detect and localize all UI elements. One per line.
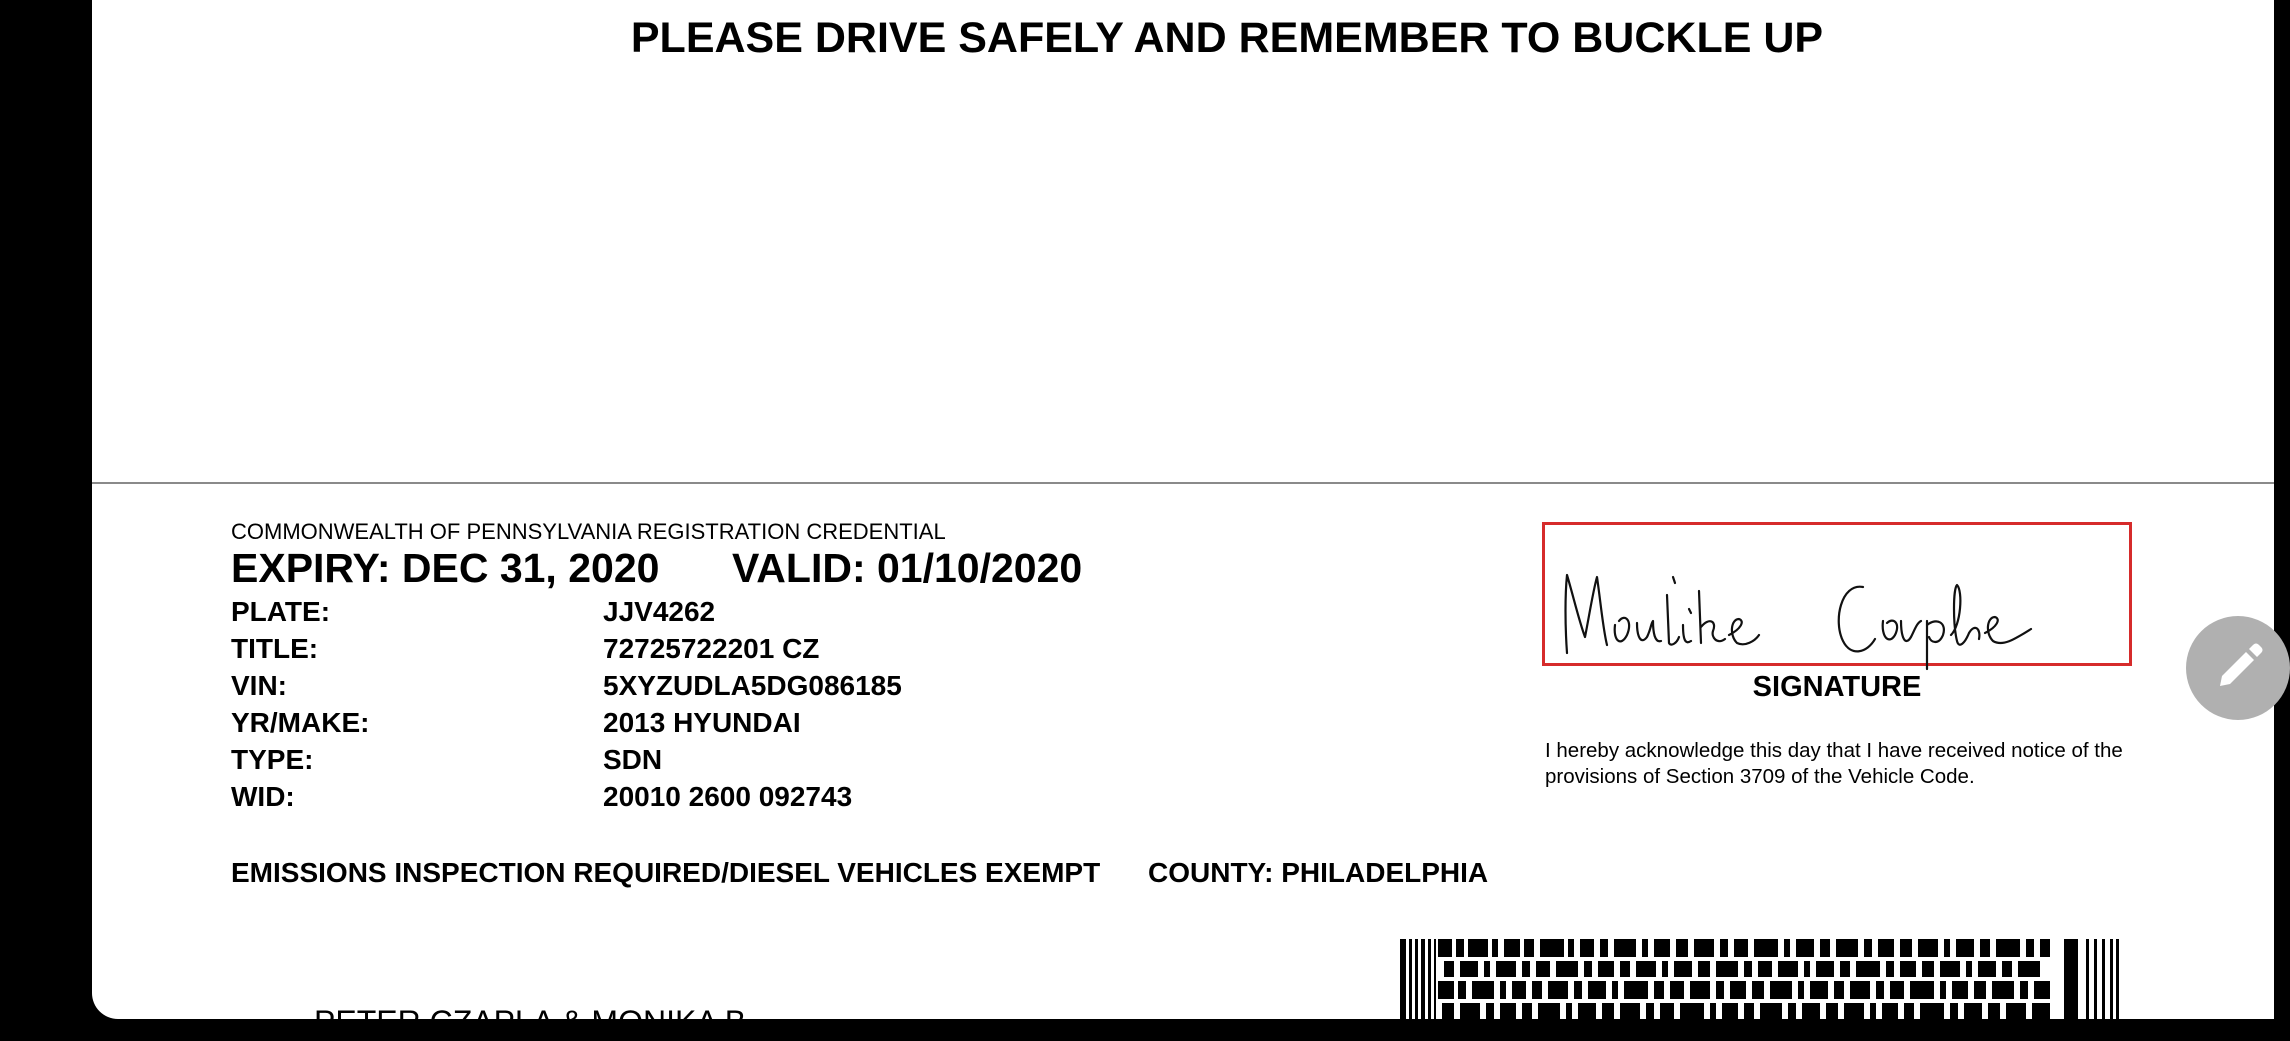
county-value: COUNTY: PHILADELPHIA [1148,857,1489,888]
yr-make-label: YR/MAKE: [231,707,370,738]
credential-heading: COMMONWEALTH OF PENNSYLVANIA REGISTRATION CREDENTIAL [231,519,946,544]
handwritten-signature [1545,525,2135,669]
title-value: 72725722201 CZ [603,633,820,664]
acknowledgement-text: I hereby acknowledge this day that I have received notice of the provisions of Section 3709 of the Vehicle Code. [1545,739,2123,788]
owner-name: PETER CZAPLA & MONIKA B [314,1004,747,1040]
vin-label: VIN: [231,670,287,701]
emissions-notice: EMISSIONS INSPECTION REQUIRED/DIESEL VEHICLES EXEMPT [231,857,1101,888]
document-page [92,0,2274,1040]
type-value: SDN [603,744,663,775]
wid-value: 20010 2600 092743 [603,781,853,812]
valid-date: VALID: 01/10/2020 [732,545,1083,591]
wid-label: WID: [231,781,295,812]
fold-divider [92,482,2274,484]
title-label: TITLE: [231,633,319,664]
type-label: TYPE: [231,744,314,775]
vin-value: 5XYZUDLA5DG086185 [603,670,902,701]
pdf417-barcode [1400,939,2132,1019]
signature-box [1542,522,2132,666]
yr-make-value: 2013 HYUNDAI [603,707,801,738]
pencil-icon [2212,642,2264,694]
expiry-date: EXPIRY: DEC 31, 2020 [231,545,660,591]
edit-button[interactable] [2186,616,2290,720]
safety-banner: PLEASE DRIVE SAFELY AND REMEMBER TO BUCKLE UP [630,14,1824,62]
signature-label: SIGNATURE [1752,671,1922,703]
plate-value: JJV4262 [603,596,716,627]
left-margin-bar [0,0,92,1019]
plate-label: PLATE: [231,596,331,627]
